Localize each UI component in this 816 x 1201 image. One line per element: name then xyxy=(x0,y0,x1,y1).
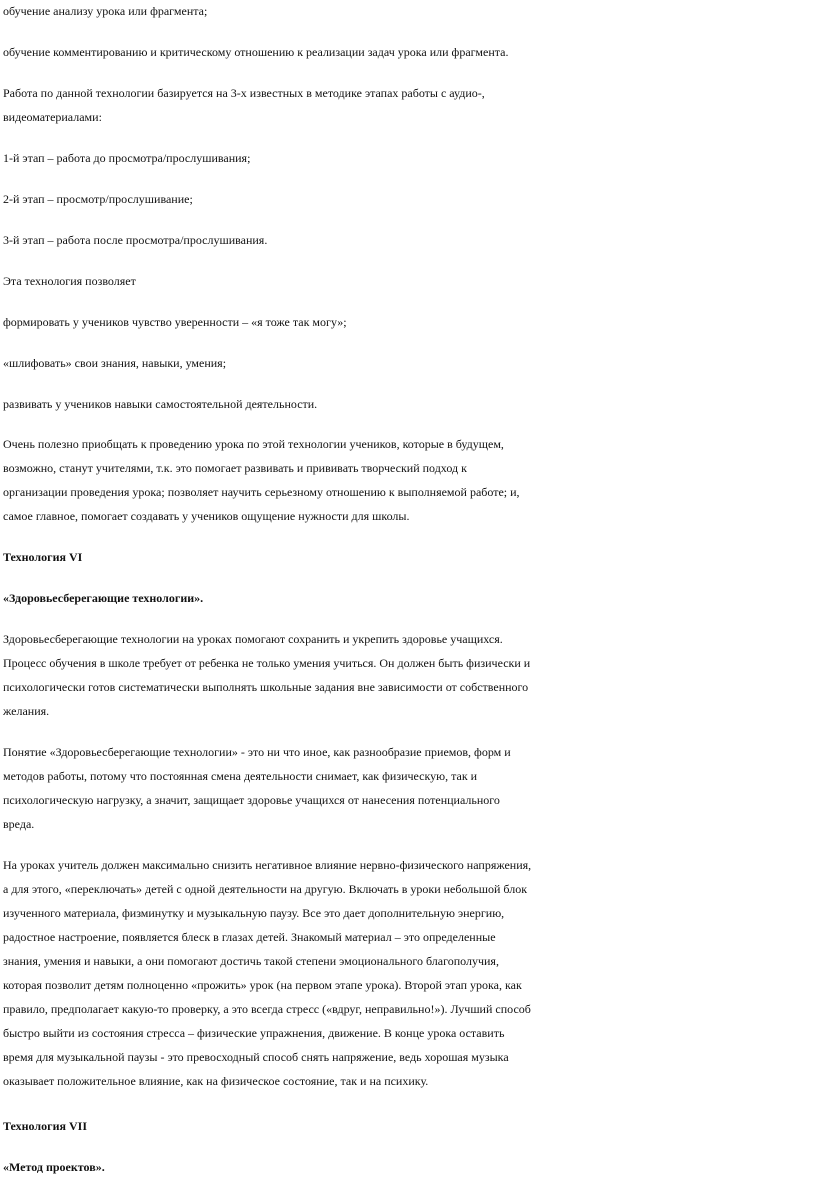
paragraph-line: а для этого, «переключать» детей с одной деятельности на другую. Включать в уроки небольшой блок xyxy=(3,882,528,896)
paragraph-line: Понятие «Здоровьесберегающие технологии» - это ни что иное, как разнообразие приемов, форм и xyxy=(3,745,511,759)
paragraph-line: изученного материала, физминутку и музыкальную паузу. Все это дает дополнительную энергию, xyxy=(3,906,505,920)
paragraph-line: организации проведения урока; позволяет научить серьезному отношению к выполняемой работе; и, xyxy=(3,485,520,499)
paragraph-line: обучение комментированию и критическому отношению к реализации задач урока или фрагмента. xyxy=(3,45,509,59)
paragraph-line: Здоровьесберегающие технологии на уроках помогают сохранить и укрепить здоровье учащихся. xyxy=(3,632,503,646)
paragraph-line: самое главное, помогает создавать у учеников ощущение нужности для школы. xyxy=(3,509,410,523)
list-item: 3-й этап – работа после просмотра/прослушивания. xyxy=(3,233,268,247)
paragraph-line: оказывает положительное влияние, как на физическое состояние, так и на психику. xyxy=(3,1074,429,1088)
paragraph-line: Эта технология позволяет xyxy=(3,274,136,288)
paragraph-line: правило, предполагает какую-то проверку, а это всегда стресс («вдруг, неправильно!»). Лучший способ xyxy=(3,1002,531,1016)
paragraph-line: вреда. xyxy=(3,817,35,831)
paragraph-line: время для музыкальной паузы - это превосходный способ снять напряжение, ведь хорошая музыка xyxy=(3,1050,509,1064)
paragraph-line: видеоматериалами: xyxy=(3,110,102,124)
paragraph-line: методов работы, потому что постоянная смена деятельности снимает, как физическую, так и xyxy=(3,769,478,783)
paragraph-line: Работа по данной технологии базируется на 3-х известных в методике этапах работы с аудио-, xyxy=(3,86,485,100)
section-heading: Технология VI xyxy=(3,550,83,564)
paragraph-line: радостное настроение, появляется блеск в глазах детей. Знакомый материал – это определенные xyxy=(3,930,496,944)
list-item: развивать у учеников навыки самостоятельной деятельности. xyxy=(3,397,318,411)
paragraph-line: желания. xyxy=(3,704,50,718)
paragraph-line: быстро выйти из состояния стресса – физические упражнения, движение. В конце урока оставить xyxy=(3,1026,505,1040)
paragraph-line: Процесс обучения в школе требует от ребенка не только умения учиться. Он должен быть физически и xyxy=(3,656,531,670)
paragraph-line: психологическую нагрузку, а значит, защищает здоровье учащихся от нанесения потенциального xyxy=(3,793,500,807)
section-subheading: «Здоровьесберегающие технологии». xyxy=(3,591,204,605)
paragraph-line: На уроках учитель должен максимально снизить негативное влияние нервно-физического напряжения, xyxy=(3,858,532,872)
paragraph-line: возможно, станут учителями, т.к. это помогает развивать и прививать творческий подход к xyxy=(3,461,467,475)
list-item: формировать у учеников чувство уверенности – «я тоже так могу»; xyxy=(3,315,347,329)
paragraph-line: психологически готов систематически выполнять школьные задания вне зависимости от собственного xyxy=(3,680,529,694)
paragraph-line: которая позволит детям полноценно «прожить» урок (на первом этапе урока). Второй этап урока, как xyxy=(3,978,522,992)
paragraph-line: обучение анализу урока или фрагмента; xyxy=(3,4,208,18)
section-heading: Технология VII xyxy=(3,1119,87,1133)
list-item: 1-й этап – работа до просмотра/прослушивания; xyxy=(3,151,251,165)
list-item: 2-й этап – просмотр/прослушивание; xyxy=(3,192,193,206)
list-item: «шлифовать» свои знания, навыки, умения; xyxy=(3,356,227,370)
paragraph-line: знания, умения и навыки, а они помогают достичь такой степени эмоционального благополучия, xyxy=(3,954,499,968)
paragraph-line: Очень полезно приобщать к проведению урока по этой технологии учеников, которые в будущем, xyxy=(3,437,504,451)
section-subheading: «Метод проектов». xyxy=(3,1160,105,1174)
